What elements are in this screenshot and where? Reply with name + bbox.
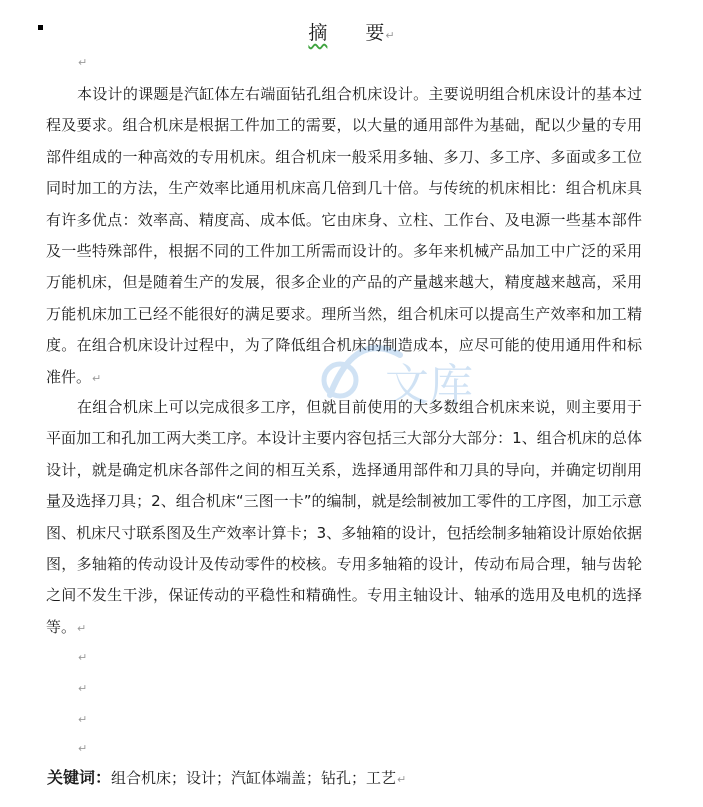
keywords-line: [47, 765, 406, 788]
paragraph-mark-icon: ↵: [385, 29, 395, 42]
empty-paragraph-mark-icon: ↵: [78, 56, 88, 69]
paragraph-mark-icon: ↵: [397, 773, 407, 786]
page-title: [0, 18, 703, 45]
paragraph-mark-icon: ↵: [92, 371, 102, 385]
keywords-text: 组合机床；设计；汽缸体端盖；钻孔；工艺: [111, 769, 397, 787]
abstract-paragraph-2: 在组合机床上可以完成很多工序，但就目前使用的大多数组合机床来说，则主要用于平面加工和孔加工两大类工序。本设计主要内容包括三大部分大部分：1、组合机床的总体设计，就是确定机床各部件之间的相互关系，选择通用部件和刀具的导向，并确定切削用量及选择刀具；2、组合机床“三图一卡”的编制，就是绘制被加工零件的工序图，加工示意图、机床尺寸联系图及生产效率计算卡；3、多轴箱的设计，包括绘制多轴箱设计原始依据图，多轴箱的传动设计及传动零件的校核。专用多轴箱的设计，传动布局合理，轴与齿轮之间不发生干涉，保证传动的平稳性和精确性。专用主轴设计、轴承的选用及电机的选择等。↵: [46, 398, 642, 636]
empty-paragraph-mark-icon: ↵: [78, 713, 88, 726]
title-char-2: 要: [365, 22, 385, 44]
abstract-paragraph-1: 本设计的课题是汽缸体左右端面钻孔组合机床设计。主要说明组合机床设计的基本过程及要求。组合机床是根据工件加工的需要，以大量的通用部件为基础，配以少量的专用部件组成的一种高效的专用机床。组合机床一般采用多轴、多刀、多工序、多面或多工位同时加工的方法，生产效率比通用机床高几倍到几十倍。与传统的机床相比：组合机床具有许多优点：效率高、精度高、成本低。它由床身、立柱、工作台、及电源一些基本部件及一些特殊部件，根据不同的工件加工所需而设计的。多年来机械产品加工中广泛的采用万能机床，但是随着生产的发展，很多企业的产品的产量越来越大，精度越来越高，采用万能机床加工已经不能很好的满足要求。理所当然，组合机床可以提高生产效率和加工精度。在组合机床设计过程中，为了降低组合机床的制造成本，应尽可能的使用通用件和标准件。↵: [46, 85, 642, 386]
paragraph-mark-icon: ↵: [77, 621, 87, 635]
title-char-1: 摘: [308, 22, 328, 44]
watermark-text: 文库: [385, 360, 473, 411]
empty-paragraph-mark-icon: ↵: [78, 651, 88, 664]
keywords-label: 关键词：: [47, 768, 112, 787]
empty-paragraph-mark-icon: ↵: [78, 742, 88, 755]
empty-paragraph-mark-icon: ↵: [78, 682, 88, 695]
